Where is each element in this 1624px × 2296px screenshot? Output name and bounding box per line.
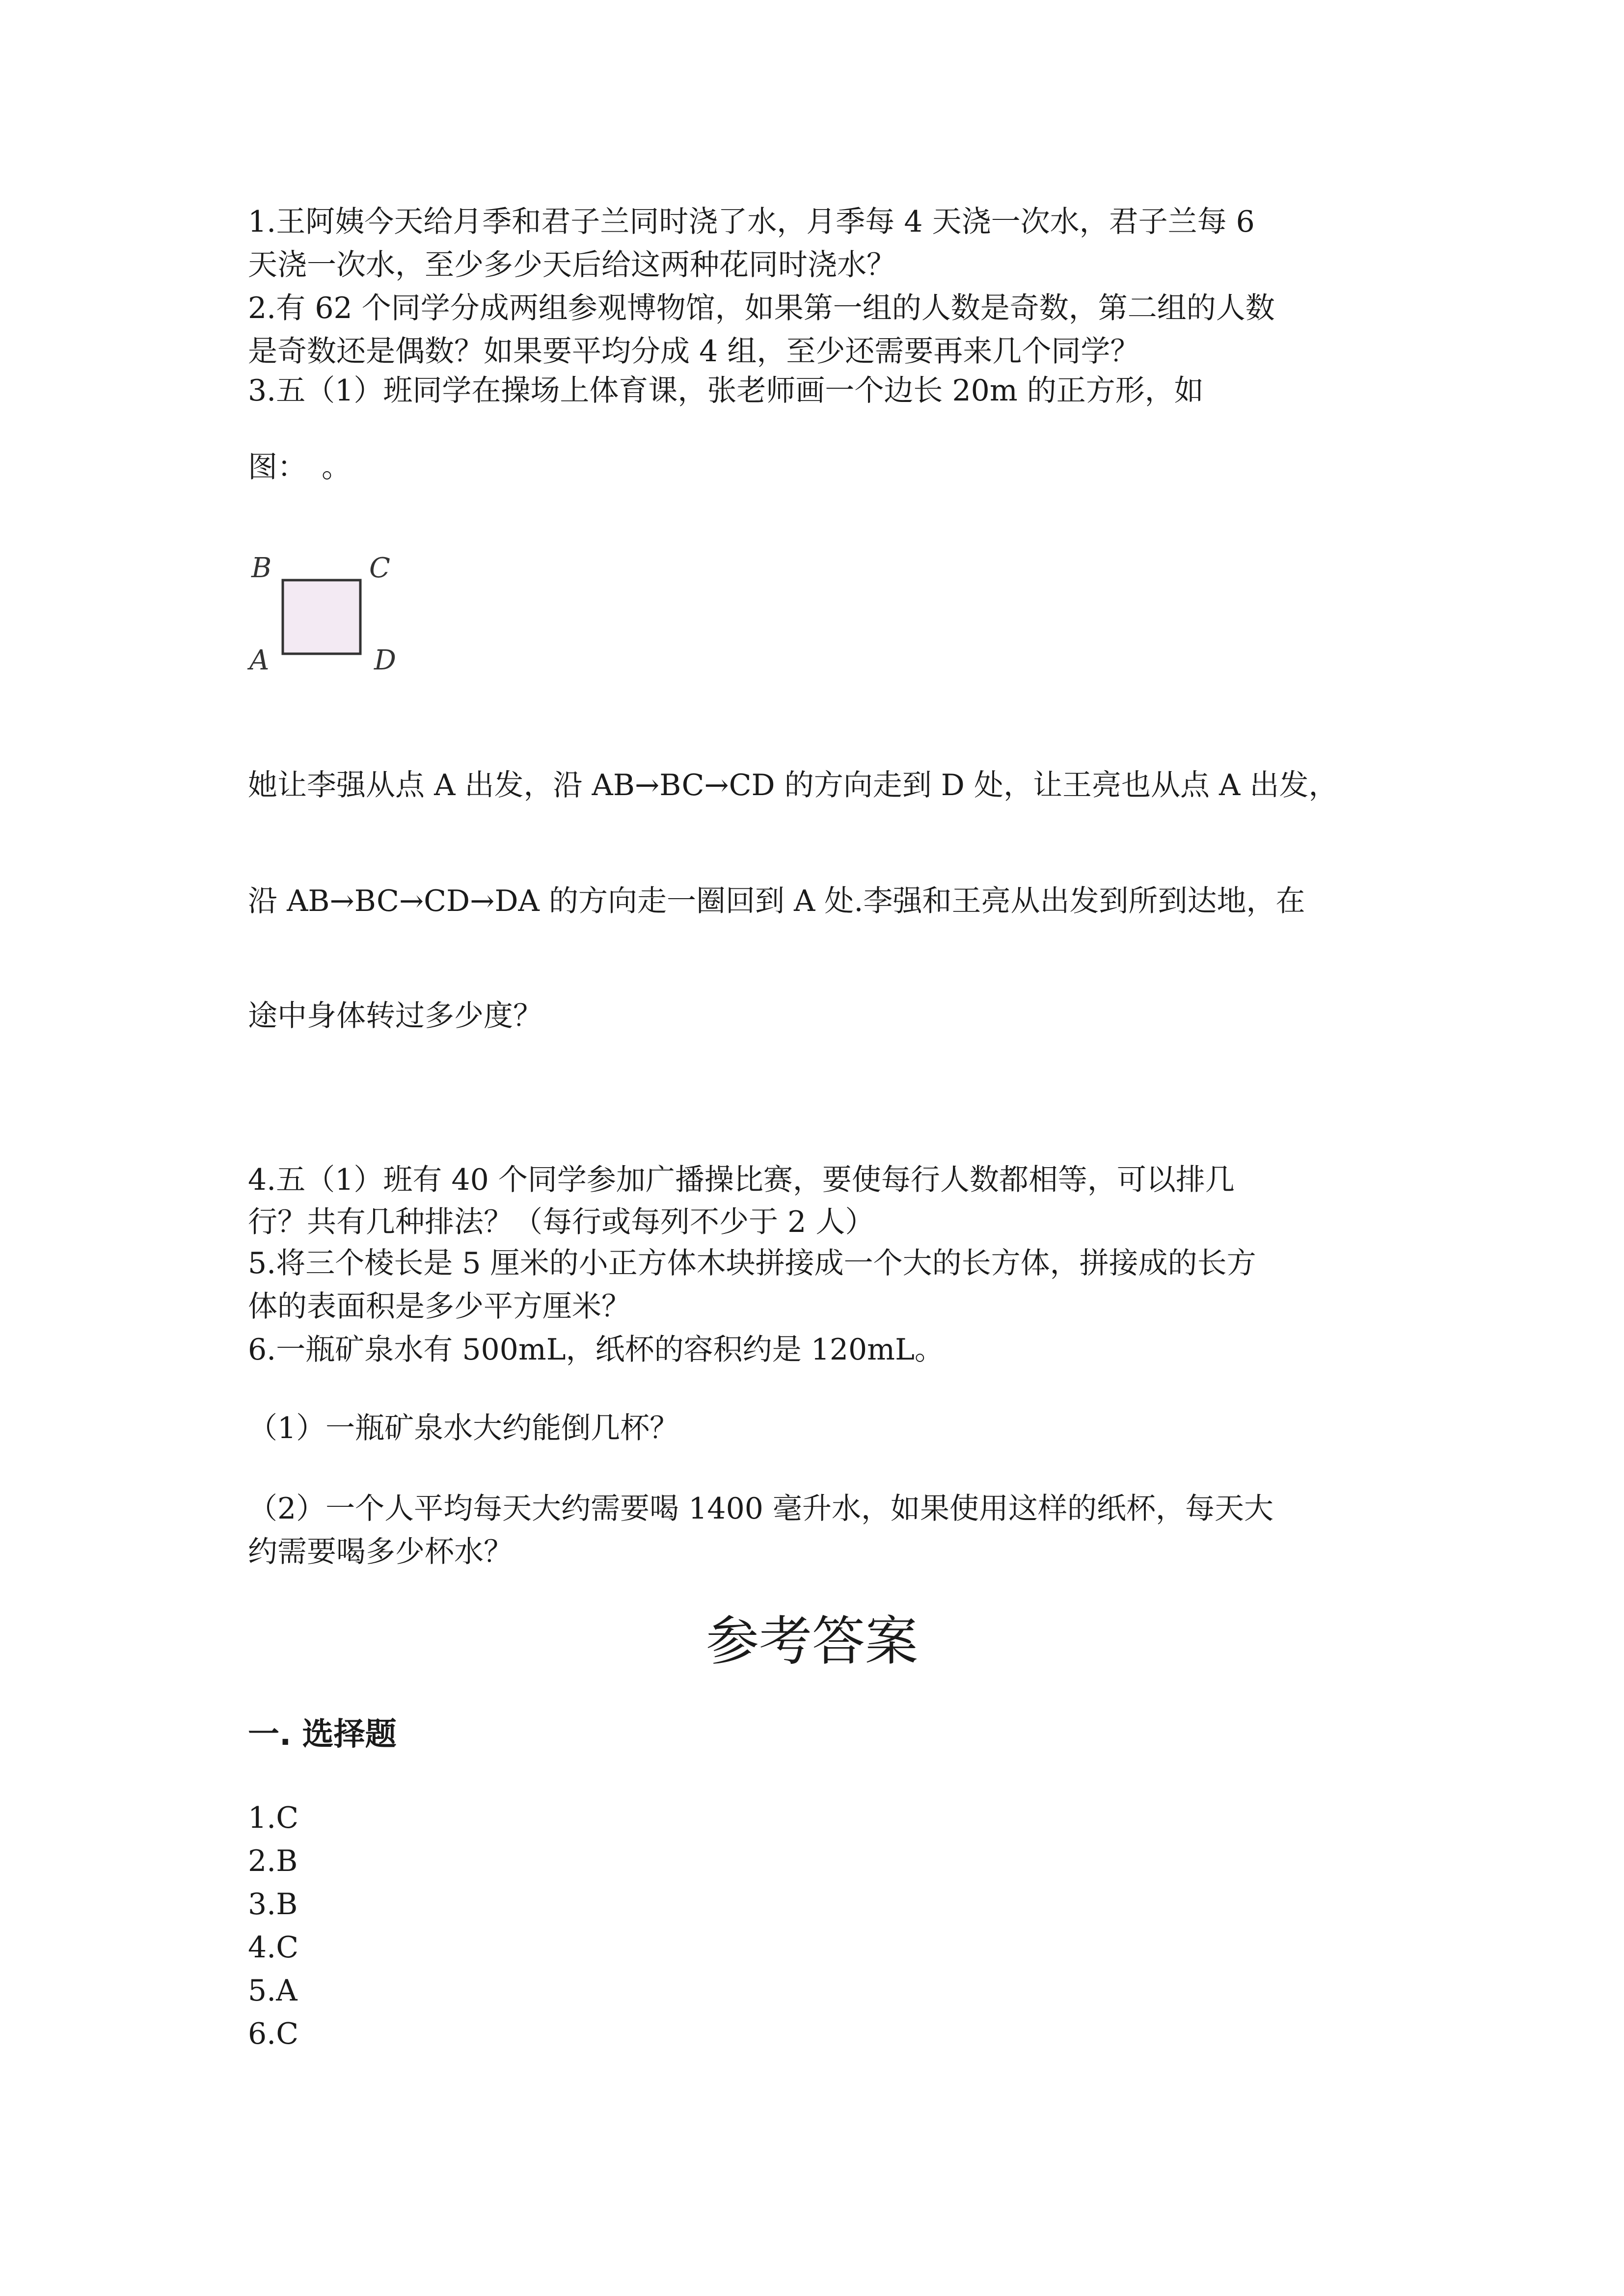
question-5-line-1: 5.将三个棱长是 5 厘米的小正方体木块拼接成一个大的长方体，拼接成的长方 [248,1246,1256,1281]
label-b: B [251,552,272,584]
question-6-line-3: （2）一个人平均每天大约需要喝 1400 毫升水，如果使用这样的纸杯，每天大 [248,1492,1274,1526]
question-5-line-2: 体的表面积是多少平方厘米？ [248,1289,631,1324]
answer-list [248,1796,298,2056]
question-3-line-5: 途中身体转过多少度？ [248,999,542,1033]
answer-item: 4.C [248,1930,299,1965]
answer-item: 1.C [248,1801,299,1835]
question-2-line-1: 2.有 62 个同学分成两组参观博物馆，如果第一组的人数是奇数，第二组的人数 [248,291,1275,325]
question-3-line-4: 沿 AB→BC→CD→DA 的方向走一圈回到 A 处.李强和王亮从出发到所到达地，在 [248,884,1305,918]
answer-item: 5.A [248,1974,298,2008]
square-diagram [245,550,407,687]
answer-item: 6.C [248,2017,299,2051]
question-3-line-3: 她让李强从点 A 出发，沿 AB→BC→CD 的方向走到 D 处，让王亮也从点 A 出发， [248,768,1338,802]
question-6-line-4: 约需要喝多少杯水？ [248,1535,513,1569]
label-d: D [374,644,396,676]
label-a: A [249,644,270,676]
section-title: 一. 选择题 [248,1716,397,1753]
question-6-line-2: （1）一瓶矿泉水大约能倒几杯？ [248,1411,679,1445]
question-4-line-1: 4.五（1）班有 40 个同学参加广播操比赛，要使每行人数都相等，可以排几 [248,1163,1235,1197]
answer-title: 参考答案 [705,1611,918,1672]
answer-item: 2.B [248,1844,298,1878]
question-1-line-2: 天浇一次水，至少多少天后给这两种花同时浇水？ [248,248,896,282]
question-2-line-2: 是奇数还是偶数？如果要平均分成 4 组，至少还需要再来几个同学？ [248,334,1140,369]
question-6-line-1: 6.一瓶矿泉水有 500mL，纸杯的容积约是 120mL。 [248,1333,944,1367]
label-c: C [369,552,390,584]
square-shape [283,580,360,654]
question-3-line-1: 3.五（1）班同学在操场上体育课，张老师画一个边长 20m 的正方形，如 [248,374,1204,408]
question-3-line-2: 图： 。 [248,450,351,484]
question-4-line-2: 行？共有几种排法？（每行或每列不少于 2 人） [248,1205,875,1239]
answer-item: 3.B [248,1887,298,1922]
question-1-line-1: 1.王阿姨今天给月季和君子兰同时浇了水，月季每 4 天浇一次水，君子兰每 6 [248,205,1255,239]
square-figure [245,550,407,687]
